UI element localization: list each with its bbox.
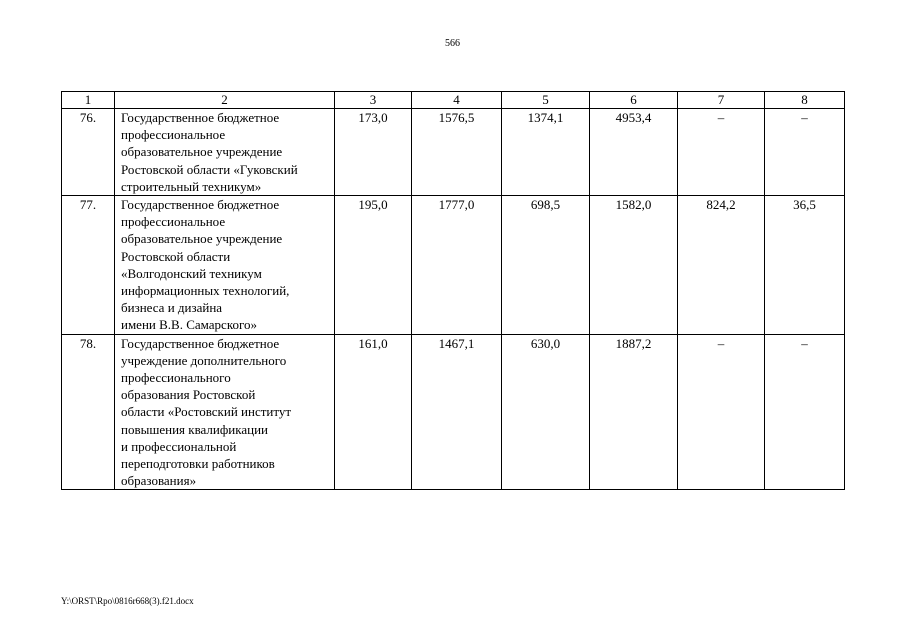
name-line: образования» bbox=[121, 473, 197, 489]
name-line: профессионального bbox=[121, 370, 231, 386]
name-line: имени В.В. Самарского» bbox=[121, 317, 257, 333]
budget-table bbox=[61, 91, 845, 490]
value-col-4: 1467,1 bbox=[412, 334, 502, 490]
name-line: информационных технологий, bbox=[121, 283, 290, 299]
name-line: Ростовской области bbox=[121, 248, 231, 264]
value-col-7: – bbox=[678, 334, 765, 490]
name-line: «Волгодонский техникум bbox=[121, 265, 262, 281]
row-number: 78. bbox=[62, 334, 115, 490]
name-line: переподготовки работников bbox=[121, 456, 275, 472]
name-line: профессиональное bbox=[121, 127, 226, 143]
value-col-5: 698,5 bbox=[502, 196, 590, 335]
institution-name bbox=[115, 109, 335, 196]
value-col-8: – bbox=[765, 334, 845, 490]
value-col-6: 1582,0 bbox=[590, 196, 678, 335]
value-col-6: 1887,2 bbox=[590, 334, 678, 490]
value-col-7: – bbox=[678, 109, 765, 196]
institution-name bbox=[115, 196, 335, 335]
name-line: строительный техникум» bbox=[121, 178, 262, 194]
value-col-8: – bbox=[765, 109, 845, 196]
name-line: Государственное бюджетное bbox=[121, 335, 280, 351]
header-cell-7: 7 bbox=[678, 92, 765, 109]
header-cell-5: 5 bbox=[502, 92, 590, 109]
table-row bbox=[62, 196, 845, 335]
table-row bbox=[62, 334, 845, 490]
value-col-4: 1576,5 bbox=[412, 109, 502, 196]
value-col-5: 1374,1 bbox=[502, 109, 590, 196]
table-row bbox=[62, 109, 845, 196]
value-col-5: 630,0 bbox=[502, 334, 590, 490]
name-line: Государственное бюджетное bbox=[121, 197, 280, 213]
name-line: и профессиональной bbox=[121, 438, 237, 454]
header-cell-1: 1 bbox=[62, 92, 115, 109]
name-line: повышения квалификации bbox=[121, 421, 269, 437]
value-col-3: 161,0 bbox=[335, 334, 412, 490]
value-col-7: 824,2 bbox=[678, 196, 765, 335]
name-line: бизнеса и дизайна bbox=[121, 300, 223, 316]
name-line: учреждение дополнительного bbox=[121, 352, 287, 368]
header-cell-4: 4 bbox=[412, 92, 502, 109]
value-col-3: 195,0 bbox=[335, 196, 412, 335]
table-header-row bbox=[62, 92, 845, 109]
name-line: образовательное учреждение bbox=[121, 144, 283, 160]
institution-name bbox=[115, 334, 335, 490]
header-cell-8: 8 bbox=[765, 92, 845, 109]
header-cell-6: 6 bbox=[590, 92, 678, 109]
value-col-8: 36,5 bbox=[765, 196, 845, 335]
name-line: Государственное бюджетное bbox=[121, 110, 280, 125]
name-line: области «Ростовский институт bbox=[121, 404, 292, 420]
value-col-3: 173,0 bbox=[335, 109, 412, 196]
name-line: профессиональное bbox=[121, 214, 226, 230]
footer-file-path: Y:\ORST\Rpo\0816r668(3).f21.docx bbox=[61, 596, 194, 606]
name-line: Ростовской области «Гуковский bbox=[121, 161, 298, 177]
name-line: образовательное учреждение bbox=[121, 231, 283, 247]
page-number: 566 bbox=[445, 38, 460, 49]
header-cell-3: 3 bbox=[335, 92, 412, 109]
header-cell-2: 2 bbox=[115, 92, 335, 109]
row-number: 77. bbox=[62, 196, 115, 335]
name-line: образования Ростовской bbox=[121, 387, 256, 403]
value-col-6: 4953,4 bbox=[590, 109, 678, 196]
value-col-4: 1777,0 bbox=[412, 196, 502, 335]
row-number: 76. bbox=[62, 109, 115, 196]
